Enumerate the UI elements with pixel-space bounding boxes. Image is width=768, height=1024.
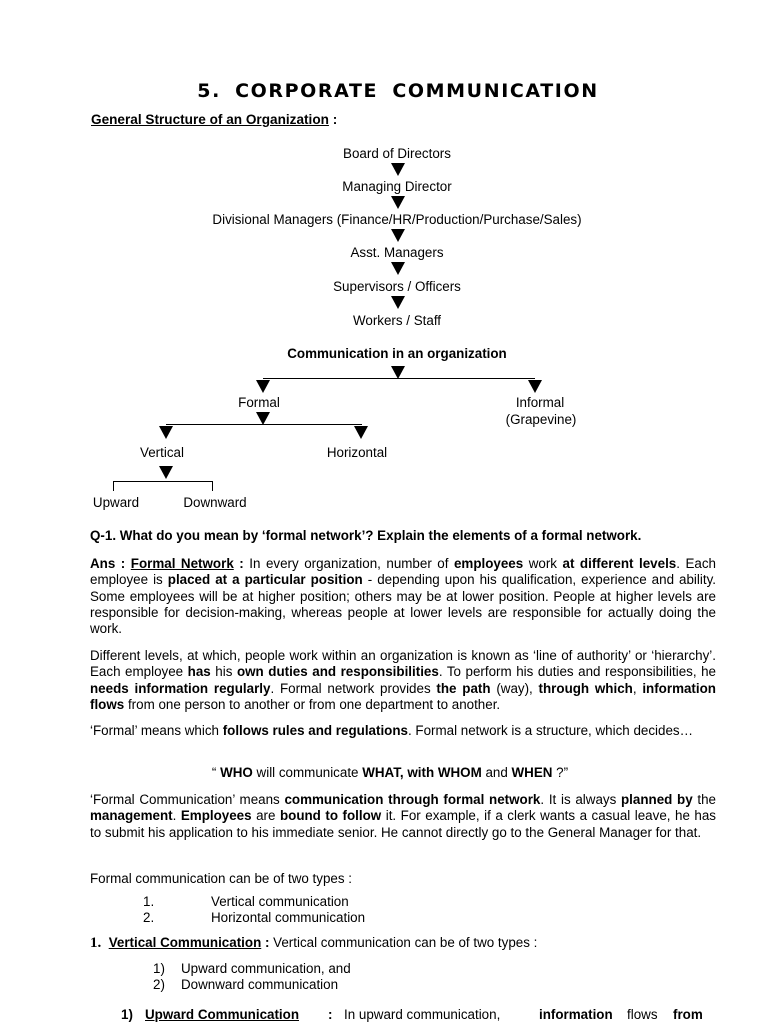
list-item: Vertical communication — [211, 894, 349, 909]
bold-span: WHEN — [511, 765, 553, 780]
bold-span: from — [673, 1007, 703, 1022]
tree-upward: Upward — [92, 495, 140, 510]
text-span: , — [632, 680, 643, 696]
tree-informal: Informal — [515, 395, 565, 410]
question-heading: Q-1. What do you mean by ‘formal network’? Explain the elements of a formal network. — [90, 528, 642, 543]
bold-span: information — [539, 1007, 613, 1022]
bold-span: with WHOM — [407, 765, 482, 780]
arrow-down-icon — [159, 466, 173, 479]
answer-paragraph-5: Formal communication can be of two types : — [90, 871, 352, 886]
text-span: . Each employee is — [90, 556, 717, 588]
list-item: Upward communication, and — [181, 961, 351, 976]
text-span: flows — [627, 1007, 658, 1022]
bold-span: follows rules and regulations — [222, 723, 408, 738]
arrow-down-icon — [528, 380, 542, 393]
section-heading: Upward Communication — [145, 1007, 299, 1022]
bold-span: through which — [538, 680, 633, 696]
text-span: will communicate — [252, 765, 363, 780]
text-span: it. For example, if a clerk wants a casual leave, he has to submit his application to his immediate senior. He cannot directly go to the General Manager for that. — [90, 808, 717, 840]
subtitle-colon: : — [328, 112, 338, 127]
subtitle-text: General Structure of an Organization — [91, 112, 329, 127]
arrow-down-icon — [391, 196, 405, 209]
bold-span: has — [187, 664, 211, 680]
hierarchy-item-md: Managing Director — [342, 179, 452, 194]
text-span: ?” — [552, 765, 569, 780]
list-item: Horizontal communication — [211, 910, 366, 925]
tree-horizontal: Horizontal — [326, 445, 388, 460]
text-span: ‘Formal Communication’ means — [90, 792, 285, 807]
bold-span: communication through formal network — [284, 792, 541, 807]
text-span: . To perform his duties and responsibilities, he — [438, 664, 716, 680]
colon: : — [261, 935, 270, 950]
text-span: In every organization, number of — [249, 556, 454, 571]
text-span: his — [210, 664, 237, 680]
bold-span: WHAT — [362, 765, 400, 780]
tree-downward: Downward — [183, 495, 247, 510]
list-item-number: 2. — [143, 910, 155, 925]
colon: : — [328, 1007, 333, 1022]
tree-connector — [113, 481, 213, 482]
hierarchy-item-asst: Asst. Managers — [350, 245, 444, 260]
answer-paragraph-2 — [90, 648, 716, 713]
tree-connector — [263, 378, 535, 379]
arrow-down-icon — [256, 380, 270, 393]
arrow-down-icon — [391, 262, 405, 275]
section-number: 1. — [90, 935, 102, 951]
arrow-down-icon — [391, 163, 405, 176]
formal-network-label: Formal Network — [130, 556, 234, 571]
vertical-communication-heading — [90, 935, 537, 951]
section-subtitle — [91, 112, 337, 127]
hierarchy-item-workers: Workers / Staff — [352, 313, 442, 328]
text-span: . Formal network is a structure, which decides… — [407, 723, 693, 738]
answer-paragraph-3 — [90, 723, 716, 739]
text-span: and — [481, 765, 512, 780]
text-span: . It is always — [540, 792, 621, 807]
list-item-number: 1) — [153, 961, 165, 976]
text-span: Different levels, at which, people work within an organization is known as ‘line of authority’ or ‘hierarchy’. Each employee — [90, 648, 716, 680]
text-span: (way), — [490, 680, 539, 696]
bold-span: bound to follow — [279, 808, 382, 824]
hierarchy-item-divisional: Divisional Managers (Finance/HR/Production/Purchase/Sales) — [212, 212, 582, 227]
arrow-down-icon — [159, 426, 173, 439]
tree-connector — [166, 424, 362, 425]
bold-span: information flows — [90, 680, 716, 712]
bold-span: at different levels — [562, 556, 677, 571]
bold-span: WHO — [220, 765, 253, 780]
hierarchy-item-board: Board of Directors — [343, 146, 451, 161]
text-span: In upward communication, — [344, 1007, 501, 1022]
text-span: - depending upon his qualification, experience and ability. Some employees will be at higher position; others may be at lower position. People at higher levels are responsible for decision-making, whereas people at lower levels are responsible for actually doing the work. — [90, 572, 716, 637]
bold-span: planned by — [621, 792, 693, 807]
tree-vertical: Vertical — [140, 445, 184, 460]
ans-label: Ans : — [90, 556, 131, 571]
hierarchy-item-supervisors: Supervisors / Officers — [333, 279, 461, 294]
text-span: work — [523, 556, 563, 571]
bold-span: placed at a particular position — [167, 572, 363, 588]
bold-span: own duties and responsibilities — [236, 664, 439, 680]
quote-line — [0, 765, 768, 780]
tree-grapevine: (Grapevine) — [505, 412, 577, 427]
bold-span: Employees — [180, 808, 252, 824]
text-span: “ — [211, 765, 221, 780]
arrow-down-icon — [391, 229, 405, 242]
tree-connector — [212, 481, 213, 491]
list-item: Downward communication — [181, 977, 339, 992]
tree-connector — [113, 481, 114, 491]
bold-span: needs information regularly — [90, 680, 271, 696]
tree-formal: Formal — [238, 395, 280, 410]
bold-span: , — [399, 765, 408, 780]
colon: : — [233, 556, 250, 571]
list-item-number: 1. — [143, 894, 155, 909]
bold-span: management — [90, 808, 173, 824]
answer-paragraph-4 — [90, 792, 716, 841]
text-span: from one person to another or from one department to another. — [124, 696, 501, 712]
arrow-down-icon — [354, 426, 368, 439]
page-title: 5. CORPORATE COMMUNICATION — [197, 80, 599, 102]
text-span: . — [172, 808, 181, 824]
list-item-number: 2) — [153, 977, 165, 992]
text-span: Vertical communication can be of two types : — [269, 935, 538, 950]
section-heading: Vertical Communication — [108, 935, 262, 950]
tree-title: Communication in an organization — [287, 346, 507, 361]
section-number: 1) — [121, 1007, 133, 1022]
text-span: ‘Formal’ means which — [90, 723, 223, 738]
text-span: are — [251, 808, 280, 824]
text-span: . Formal network provides — [270, 680, 437, 696]
bold-span: employees — [453, 556, 524, 571]
arrow-down-icon — [391, 296, 405, 309]
text-span: the — [692, 792, 716, 807]
answer-paragraph-1 — [90, 556, 716, 637]
bold-span: the path — [436, 680, 491, 696]
